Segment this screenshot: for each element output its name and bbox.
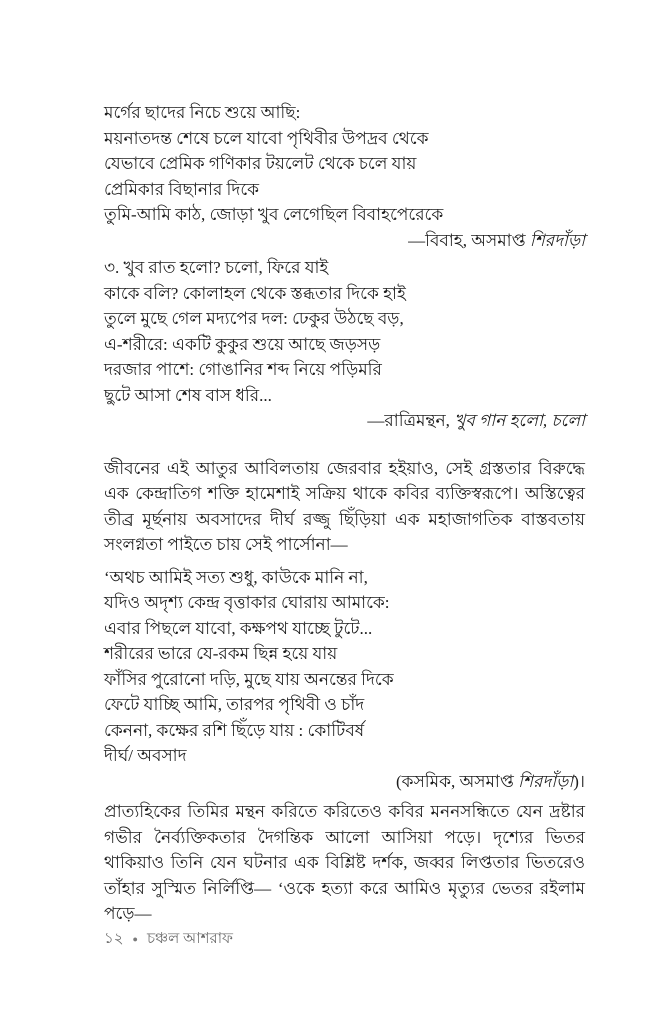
poem-line: দীর্ঘ/ অবসাদ <box>104 746 187 765</box>
prose-paragraph-1: জীবনের এই আতুর আবিলতায় জেরবার হইয়াও, সেই গ্রস্ততার বিরুদ্ধে এক কেন্দ্রাতিগ শক্তি হামেশাই সক্রিয় থাকে কবির ব্যক্তিস্বরূপে। অস্তিত্বের তীব্র মূর্ছনায় অবসাদের দীর্ঘ রজ্জু ছিঁড়িয়া এক মহাজাগতিক বাস্তবতায় সংলগ্নতা পাইতে চায় সেই পার্সোনা— <box>104 458 585 554</box>
page-content <box>104 100 585 927</box>
poem-line: তুলে মুছে গেল মদ্যপের দল: ঢেকুর উঠছে বড়, <box>104 309 404 328</box>
prose-paragraph-2: প্রাত্যহিকের তিমির মন্থন করিতে করিতেও কবির মননসন্ধিতে যেন দ্রষ্টার গভীর নৈর্ব্যক্তিকতার দৈগন্তিক আলো আসিয়া পড়ে। দৃশ্যের ভিতর থাকিয়াও তিনি যেন ঘটনার এক বিশ্লিষ্ট দর্শক, জব্বর লিপ্ততার ভিতরেও তাঁহার সুস্মিত নির্লিপ্তি— ‘ওকে হত্যা করে আমিও মৃত্যুর ভেতর রইলাম পড়ে— <box>104 802 585 923</box>
attribution-suffix: )। <box>573 771 585 791</box>
poem-line: কাকে বলি? কোলাহল থেকে স্তব্ধতার দিকে হাই <box>104 283 406 303</box>
poem-line: যদিও অদৃশ্য কেন্দ্র বৃত্তাকার ঘোরায় আমাকে: <box>104 593 390 612</box>
poem-line: ফেটে যাচ্ছি আমি, তারপর পৃথিবী ও চাঁদ <box>104 695 365 714</box>
poem-stanza-2 <box>104 255 585 434</box>
attribution-text: —বিবাহ, অসমাপ্ত <box>408 230 530 250</box>
book-title: শিরদাঁড়া <box>518 771 574 791</box>
page-number: ১২ <box>104 931 124 947</box>
poem-line: যেভাবে প্রেমিক গণিকার টয়লেট থেকে চলে যায় <box>104 154 417 173</box>
poem-line: ‘অথচ আমিই সত্য শুধু, কাউকে মানি না, <box>104 567 368 587</box>
poem-attribution-3 <box>104 769 585 795</box>
poem-line: এ-শরীরে: একটি কুকুর শুয়ে আছে জড়সড় <box>104 334 381 354</box>
poem-line: মর্গের ছাদের নিচে শুয়ে আছি: <box>104 103 301 122</box>
author-name: চঞ্চল আশরাফ <box>146 931 234 947</box>
poem-line: এবার পিছলে যাবো, কক্ষপথ যাচ্ছে টুটে... <box>104 618 373 638</box>
book-title: খুব গান হলো, চলো <box>454 411 585 430</box>
page-footer <box>104 928 233 950</box>
book-title: শিরদাঁড়া <box>529 230 585 250</box>
poem-line: শরীরের ভারে যে-রকম ছিন্ন হয়ে যায় <box>104 644 338 663</box>
poem-attribution-2 <box>104 408 585 434</box>
poem-line: কেননা, কক্ষের রশি ছিঁড়ে যায় : কোটিবর্ষ <box>104 720 365 740</box>
poem-line: প্রেমিকার বিছানার দিকে <box>104 179 260 199</box>
attribution-text: —রাত্রিমন্থন, <box>367 411 455 430</box>
poem-line: দরজার পাশে: গোঙানির শব্দ নিয়ে পড়িমরি <box>104 360 382 379</box>
poem-line: ফাঁসির পুরোনো দড়ি, মুছে যায় অনন্তের দিকে <box>104 669 394 689</box>
poem-line: ছুটে আসা শেষ বাস ধরি... <box>104 385 272 405</box>
poem-line: ময়নাতদন্ত শেষে চলে যাবো পৃথিবীর উপদ্রব থেকে <box>104 128 429 148</box>
attribution-text: (কসমিক, অসমাপ্ত <box>396 771 519 791</box>
separator-dot-icon: ● <box>132 933 138 944</box>
quoted-poem-stanza <box>104 565 585 795</box>
poem-stanza-1 <box>104 100 585 253</box>
poem-attribution-1 <box>104 228 585 254</box>
poem-line: তুমি-আমি কাঠ, জোড়া খুব লেগেছিল বিবাহপেরেকে <box>104 205 444 224</box>
poem-line: ৩. খুব রাত হলো? চলো, ফিরে যাই <box>104 258 329 277</box>
